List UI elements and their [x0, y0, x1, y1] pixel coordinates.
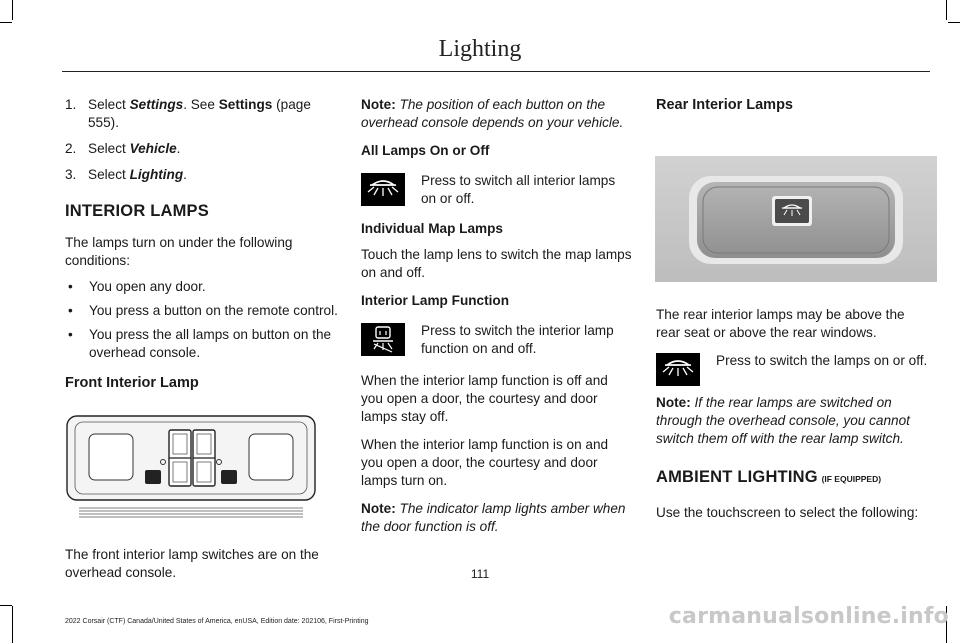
step-item: 3. Select Lighting.: [65, 167, 187, 182]
dome-lamp-icon: [656, 353, 700, 386]
crop-mark: [948, 22, 960, 23]
dome-lamp-icon: [361, 173, 405, 206]
step-item: 2. Select Vehicle.: [65, 141, 181, 156]
crop-mark: [12, 606, 13, 643]
paragraph: The rear interior lamps may be above the rear seat or above the rear windows.: [656, 307, 905, 340]
rear-lamp-photo: [655, 156, 937, 282]
crop-mark: [12, 0, 13, 20]
page-title: Lighting: [438, 36, 522, 62]
page-number: 111: [470, 567, 490, 581]
crop-mark: [0, 605, 12, 606]
step-item: 1. Select Settings. See Settings (page 555).: [65, 97, 311, 130]
section-heading: INTERIOR LAMPS: [65, 202, 209, 220]
note: Note: The position of each button on the overhead console depends on your vehicle.: [361, 97, 624, 130]
watermark: carmanualsonline.info: [668, 604, 949, 629]
all-lamps-row: Press to switch all interior lamps on or off.: [361, 172, 633, 208]
section-heading: AMBIENT LIGHTING (IF EQUIPPED): [656, 468, 882, 486]
column-1: [65, 96, 340, 590]
front-console-illustration: [65, 412, 317, 522]
paragraph: When the interior lamp function is on and you open a door, the courtesy and door lamps turn on.: [361, 437, 609, 488]
note: Note: The indicator lamp lights amber when the door function is off.: [361, 501, 626, 534]
crop-mark: [946, 0, 947, 20]
subsection-heading: Rear Interior Lamps: [656, 97, 793, 113]
crop-mark: [0, 22, 12, 23]
door-lamp-function-icon: [361, 323, 405, 356]
paragraph: The lamps turn on under the following conditions:: [65, 235, 293, 268]
subsection-heading: All Lamps On or Off: [361, 143, 490, 158]
column-2: [361, 96, 633, 544]
title-rule: [62, 71, 930, 72]
cross-reference-link[interactable]: Settings: [218, 97, 273, 112]
subsection-heading: Individual Map Lamps: [361, 221, 503, 236]
rear-lamp-row: Press to switch the lamps on or off.: [656, 352, 931, 386]
function-row: Press to switch the interior lamp function on and off.: [361, 322, 633, 358]
column-3: [656, 96, 931, 530]
note: Note: If the rear lamps are switched on through the overhead console, you cannot switch them off with the rear lamp switch.: [656, 395, 910, 446]
subsection-heading: Front Interior Lamp: [65, 375, 199, 391]
paragraph: Touch the lamp lens to switch the map lamps on and off.: [361, 247, 632, 280]
subsection-heading: Interior Lamp Function: [361, 293, 510, 308]
menu-term: Lighting: [129, 167, 184, 182]
menu-term: Settings: [129, 97, 184, 112]
list-item: • You press the all lamps on button on the overhead console.: [68, 327, 332, 360]
list-item: • You open any door.: [68, 279, 206, 294]
paragraph: When the interior lamp function is off and you open a door, the courtesy and door lamps stay off.: [361, 373, 608, 424]
paragraph: The front interior lamp switches are on the overhead console.: [65, 547, 319, 580]
edition-footer: 2022 Corsair (CTF) Canada/United States of America, enUSA, Edition date: 202106, First-Printing: [65, 618, 369, 625]
paragraph: Use the touchscreen to select the following:: [656, 505, 919, 520]
menu-term: Vehicle: [129, 141, 177, 156]
list-item: • You press a button on the remote control.: [68, 303, 338, 318]
